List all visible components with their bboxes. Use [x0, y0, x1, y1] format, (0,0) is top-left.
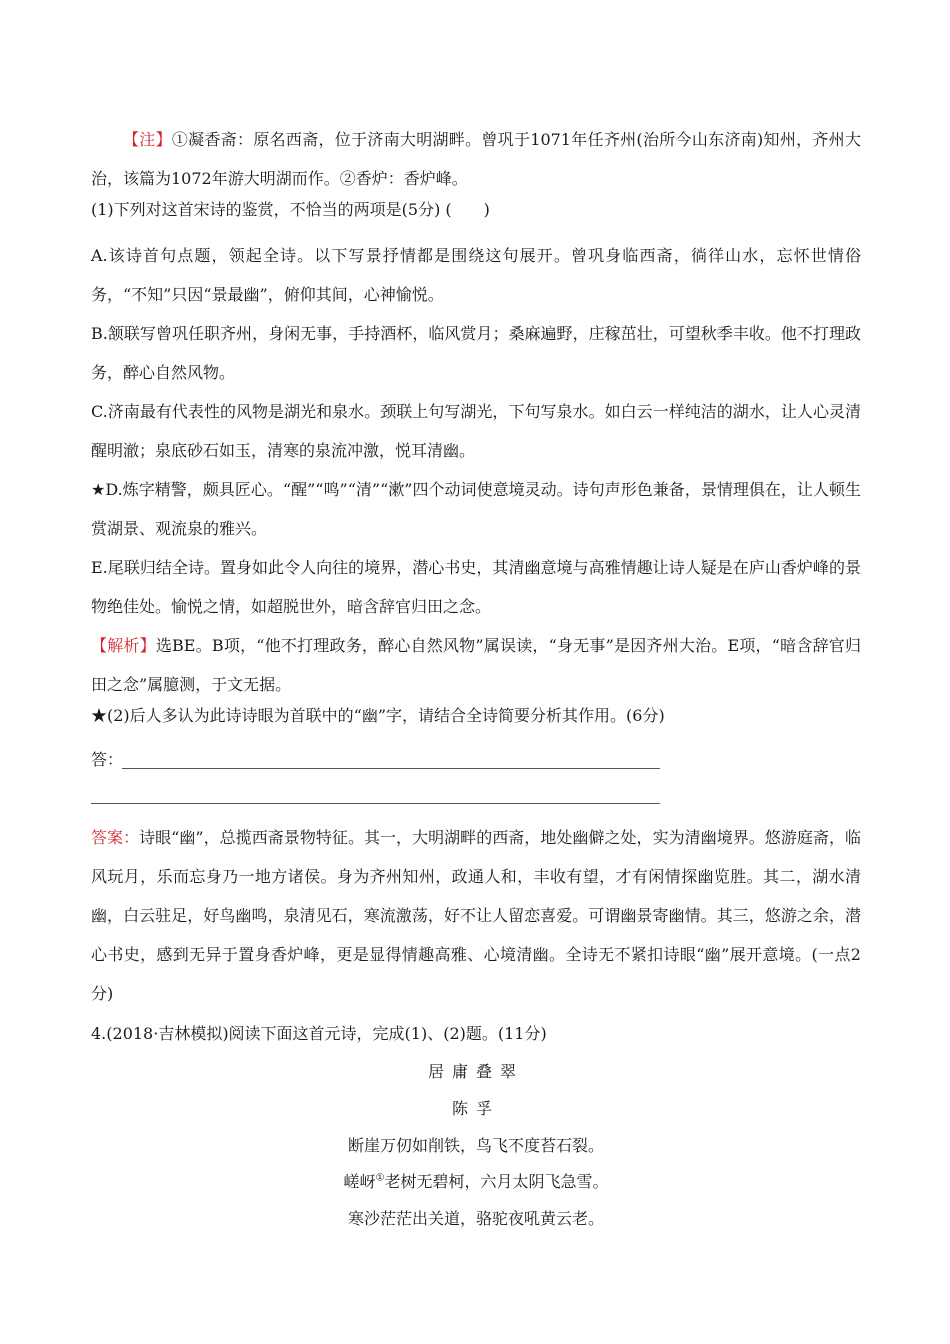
answer-paragraph — [91, 818, 861, 1013]
note-text: ①凝香斋：原名西斋，位于济南大明湖畔。曾巩于1071年任齐州(治所今山东济南)知州，齐州大治，该篇为1072年游大明湖而作。②香炉：香炉峰。 — [91, 130, 861, 188]
answer-label: 答： — [91, 750, 124, 769]
note-tag: 【注】 — [123, 130, 172, 149]
poem-line-2-start: 嵯岈 — [343, 1172, 376, 1191]
question-2-stem: ★(2)后人多认为此诗诗眼为首联中的“幽”字，请结合全诗简要分析其作用。(6分) — [91, 706, 665, 725]
poem-line-3: 寒沙茫茫出关道，骆驼夜吼黄云老。 — [347, 1209, 604, 1228]
poem-line-2-end: 老树无碧柯，六月太阴飞急雪。 — [384, 1172, 609, 1191]
option-a: A.该诗首句点题，领起全诗。以下写景抒情都是围绕这句展开。曾巩身临西斋，徜徉山水，忘怀世情俗务，“不知”只因“景最幽”，俯仰其间，心神愉悦。 — [91, 246, 861, 304]
analysis-text: 选BE。B项，“他不打理政务，醉心自然风物”属误读，“身无事”是因齐州大治。E项，“暗含辞官归田之念”属臆测，于文无据。 — [91, 636, 861, 694]
answer-line-1 — [122, 768, 660, 769]
option-c: C.济南最有代表性的风物是湖光和泉水。颈联上句写湖光，下句写泉水。如白云一样纯洁的湖水，让人心灵清醒明澈；泉底砂石如玉，清寒的泉流冲激，悦耳清幽。 — [91, 402, 861, 460]
poem-line-2 — [91, 1170, 861, 1194]
analysis-paragraph — [91, 626, 861, 704]
question-1-stem: (1)下列对这首宋诗的鉴赏，不恰当的两项是(5分) ( ) — [91, 200, 490, 219]
footnote-marker: ① — [375, 1172, 385, 1184]
poem-title: 居庸叠翠 — [427, 1062, 524, 1081]
question-4-stem: 4.(2018·吉林模拟)阅读下面这首元诗，完成(1)、(2)题。(11分) — [91, 1024, 547, 1043]
option-d: ★D.炼字精警，颇具匠心。“醒”“鸣”“清”“漱”四个动词使意境灵动。诗句声形色兼备，景情理俱在，让人顿生赏湖景、观流泉的雅兴。 — [91, 480, 861, 538]
answer-text: 诗眼“幽”，总揽西斋景物特征。其一，大明湖畔的西斋，地处幽僻之处，实为清幽境界。悠游庭斋，临风玩月，乐而忘身乃一地方诸侯。身为齐州知州，政通人和，丰收有望，才有闲情探幽览胜。其二，湖水清幽，白云驻足，好鸟幽鸣，泉清见石，寒流激荡，好不让人留恋喜爱。可谓幽景寄幽情。其三，悠游之余，潜心书史，感到无异于置身香炉峰，更是显得情趣高雅、心境清幽。全诗无不紧扣诗眼“幽”展开意境。(一点2分) — [91, 828, 861, 1003]
poem-author: 陈孚 — [451, 1099, 500, 1118]
note-paragraph — [91, 120, 861, 198]
answer-line-2 — [91, 803, 660, 804]
answer-tag: 答案： — [91, 828, 140, 847]
option-b: B.颔联写曾巩任职齐州，身闲无事，手持酒杯，临风赏月；桑麻遍野，庄稼茁壮，可望秋季丰收。他不打理政务，醉心自然风物。 — [91, 324, 861, 382]
analysis-tag: 【解析】 — [91, 636, 156, 655]
option-e: E.尾联归结全诗。置身如此令人向往的境界，潜心书史，其清幽意境与高雅情趣让诗人疑是在庐山香炉峰的景物绝佳处。愉悦之情，如超脱世外，暗含辞官归田之念。 — [91, 558, 861, 616]
poem-line-1: 断崖万仞如削铁，鸟飞不度苔石裂。 — [347, 1136, 604, 1155]
